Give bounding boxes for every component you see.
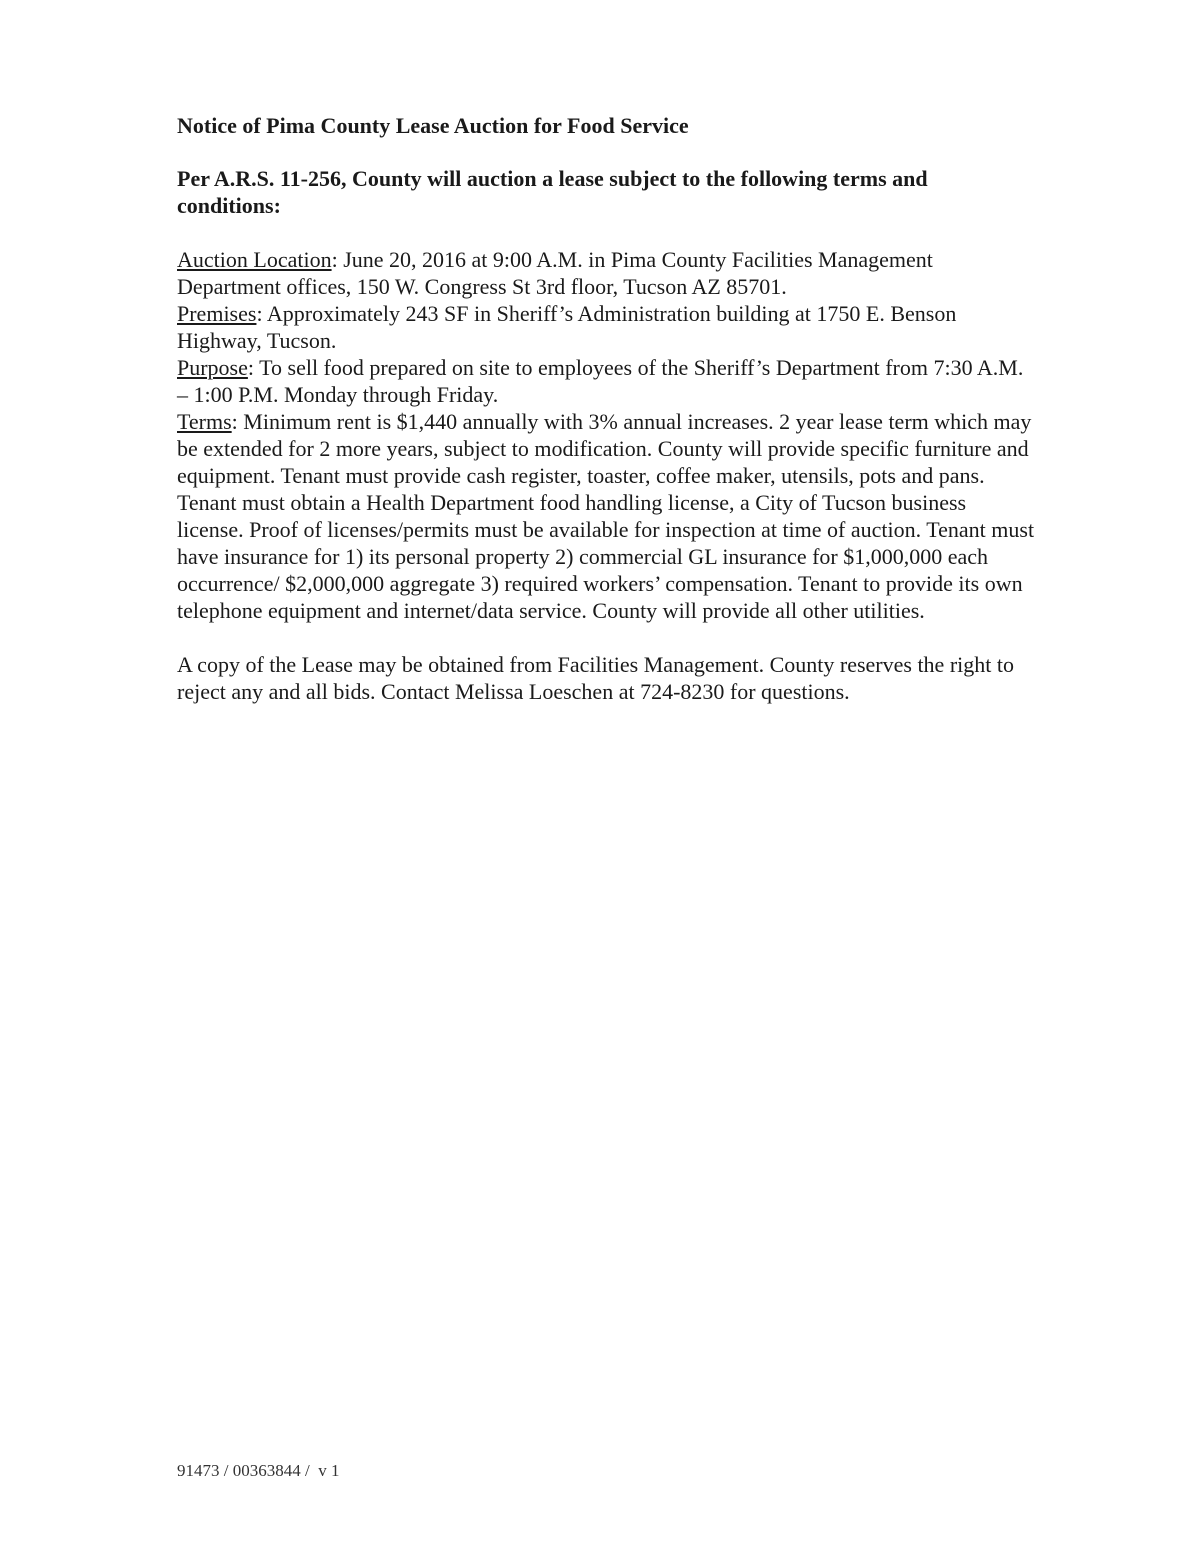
terms-block: [177, 246, 1037, 624]
document-title: Notice of Pima County Lease Auction for Food Service: [177, 113, 689, 138]
document-footer-id: 91473 / 00363844 / v 1: [177, 1461, 340, 1480]
document-body: [177, 112, 1037, 727]
terms-text: : Minimum rent is $1,440 annually with 3% annual increases. 2 year lease term which may be extended for 2 more years, subject to modification. County will provide specific furniture and equipment. Tenant must provide cash register, toaster, coffee maker, utensils, pots and pans. Tenant must obtain a Health Department food handling license, a City of Tucson business license. Proof of licenses/permits must be available for inspection at time of auction. Tenant must have insurance for 1) its personal property 2) commercial GL insurance for $1,000,000 each occurrence/ $2,000,000 aggregate 3) required workers’ compensation. Tenant to provide its own telephone equipment and internet/data service. County will provide all other utilities.: [177, 409, 1035, 623]
document-subtitle: Per A.R.S. 11-256, County will auction a lease subject to the following terms and conditions:: [177, 166, 928, 218]
terms-label: Terms: [177, 409, 232, 434]
purpose-paragraph: [177, 354, 1037, 408]
purpose-text: : To sell food prepared on site to employees of the Sheriff’s Department from 7:30 A.M. – 1:00 P.M. Monday through Friday.: [177, 355, 1024, 407]
closing-paragraph: A copy of the Lease may be obtained from Facilities Management. County reserves the right to reject any and all bids. Contact Melissa Loeschen at 724-8230 for questions.: [177, 652, 1014, 704]
auction-location-label: Auction Location: [177, 247, 332, 272]
purpose-label: Purpose: [177, 355, 248, 380]
premises-paragraph: [177, 300, 1037, 354]
premises-label: Premises: [177, 301, 257, 326]
auction-location-text: : June 20, 2016 at 9:00 A.M. in Pima County Facilities Management Department offices, 150 W. Congress St 3rd floor, Tucson AZ 85701.: [177, 247, 933, 299]
terms-paragraph: [177, 408, 1037, 624]
auction-location-paragraph: [177, 246, 1037, 300]
premises-text: : Approximately 243 SF in Sheriff’s Administration building at 1750 E. Benson Highway, Tucson.: [177, 301, 957, 353]
